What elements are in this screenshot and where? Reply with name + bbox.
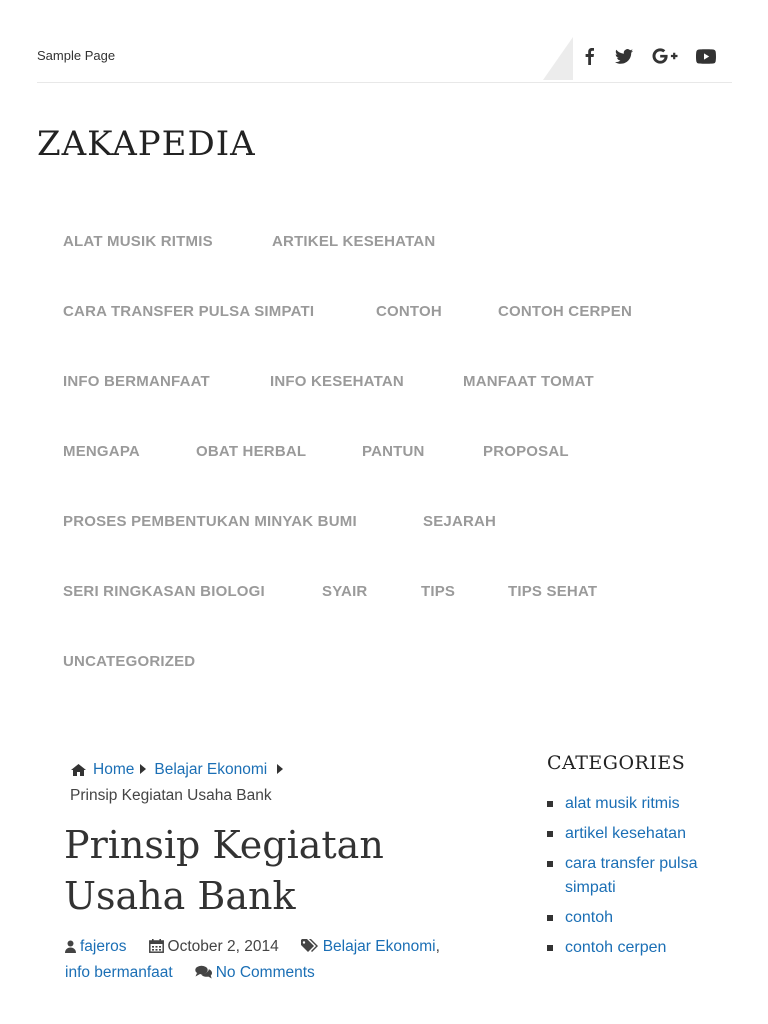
google-plus-icon[interactable] [650,45,680,67]
menu-item-proses-pembentukan-minyak-bumi[interactable]: PROSES PEMBENTUKAN MINYAK BUMI [63,513,357,530]
menu-item-syair[interactable]: SYAIR [322,583,368,600]
twitter-icon[interactable] [612,45,636,67]
top-bar [37,0,732,83]
menu-item-obat-herbal[interactable]: OBAT HERBAL [196,443,307,460]
comments-icon [195,963,212,987]
youtube-icon[interactable] [694,45,718,67]
post-tag-belajar-ekonomi[interactable]: Belajar Ekonomi [322,938,436,955]
facebook-icon[interactable] [577,45,601,67]
calendar-icon [149,937,164,961]
menu-item-mengapa[interactable]: MENGAPA [63,443,140,460]
menu-item-sejarah[interactable]: SEJARAH [423,513,497,530]
category-link[interactable]: cara transfer pulsa simpati [565,855,698,896]
menu-item-proposal[interactable]: PROPOSAL [483,443,569,460]
bullet-icon [547,861,553,867]
bullet-icon [547,945,553,951]
list-item [547,906,747,930]
menu-item-contoh[interactable]: CONTOH [376,303,442,320]
category-link[interactable]: alat musik ritmis [565,795,680,812]
post-meta [65,935,495,987]
user-icon [65,937,76,961]
list-item [547,852,747,900]
bullet-icon [547,801,553,807]
post-date: October 2, 2014 [167,938,279,955]
caret-right-icon [140,764,146,774]
category-link[interactable]: contoh [565,909,614,926]
list-item [547,792,747,816]
breadcrumb-current: Prinsip Kegiatan Usaha Bank [70,787,272,804]
categories-list [547,792,747,966]
menu-item-manfaat-tomat[interactable]: MANFAAT TOMAT [463,373,594,390]
home-icon [70,760,87,784]
category-link[interactable]: artikel kesehatan [565,825,686,842]
bullet-icon [547,831,553,837]
menu-item-info-bermanfaat[interactable]: INFO BERMANFAAT [63,373,210,390]
sample-page-link[interactable]: Sample Page [37,48,116,63]
menu-item-info-kesehatan[interactable]: INFO KESEHATAN [270,373,404,390]
menu-item-alat-musik-ritmis[interactable]: ALAT MUSIK RITMIS [63,233,213,250]
post-title: Prinsip Kegiatan Usaha Bank [64,823,384,918]
menu-item-cara-transfer-pulsa-simpati[interactable]: CARA TRANSFER PULSA SIMPATI [63,303,315,320]
category-link[interactable]: contoh cerpen [565,939,667,956]
tags-icon [301,937,319,961]
menu-item-artikel-kesehatan[interactable]: ARTIKEL KESEHATAN [272,233,436,250]
menu-item-tips-sehat[interactable]: TIPS SEHAT [508,583,598,600]
menu-item-tips[interactable]: TIPS [421,583,456,600]
post-comments-link[interactable]: No Comments [215,964,315,981]
list-item [547,822,747,846]
menu-item-contoh-cerpen[interactable]: CONTOH CERPEN [498,303,633,320]
list-item [547,936,747,960]
breadcrumb-home[interactable]: Home [93,761,135,778]
post-author-link[interactable]: fajeros [80,938,127,955]
post-tag-info-bermanfaat[interactable]: info bermanfaat [65,964,173,981]
social-bar-decoration [543,37,573,80]
sidebar-categories-title: CATEGORIES [547,752,686,774]
menu-item-pantun[interactable]: PANTUN [362,443,425,460]
menu-item-seri-ringkasan-biologi[interactable]: SERI RINGKASAN BIOLOGI [63,583,265,600]
bullet-icon [547,915,553,921]
site-title[interactable]: ZAKAPEDIA [37,124,256,164]
tag-separator: , [435,938,440,955]
menu-item-uncategorized[interactable]: UNCATEGORIZED [63,653,196,670]
breadcrumb-category[interactable]: Belajar Ekonomi [154,761,268,778]
caret-right-icon [277,764,283,774]
breadcrumb [70,758,500,808]
